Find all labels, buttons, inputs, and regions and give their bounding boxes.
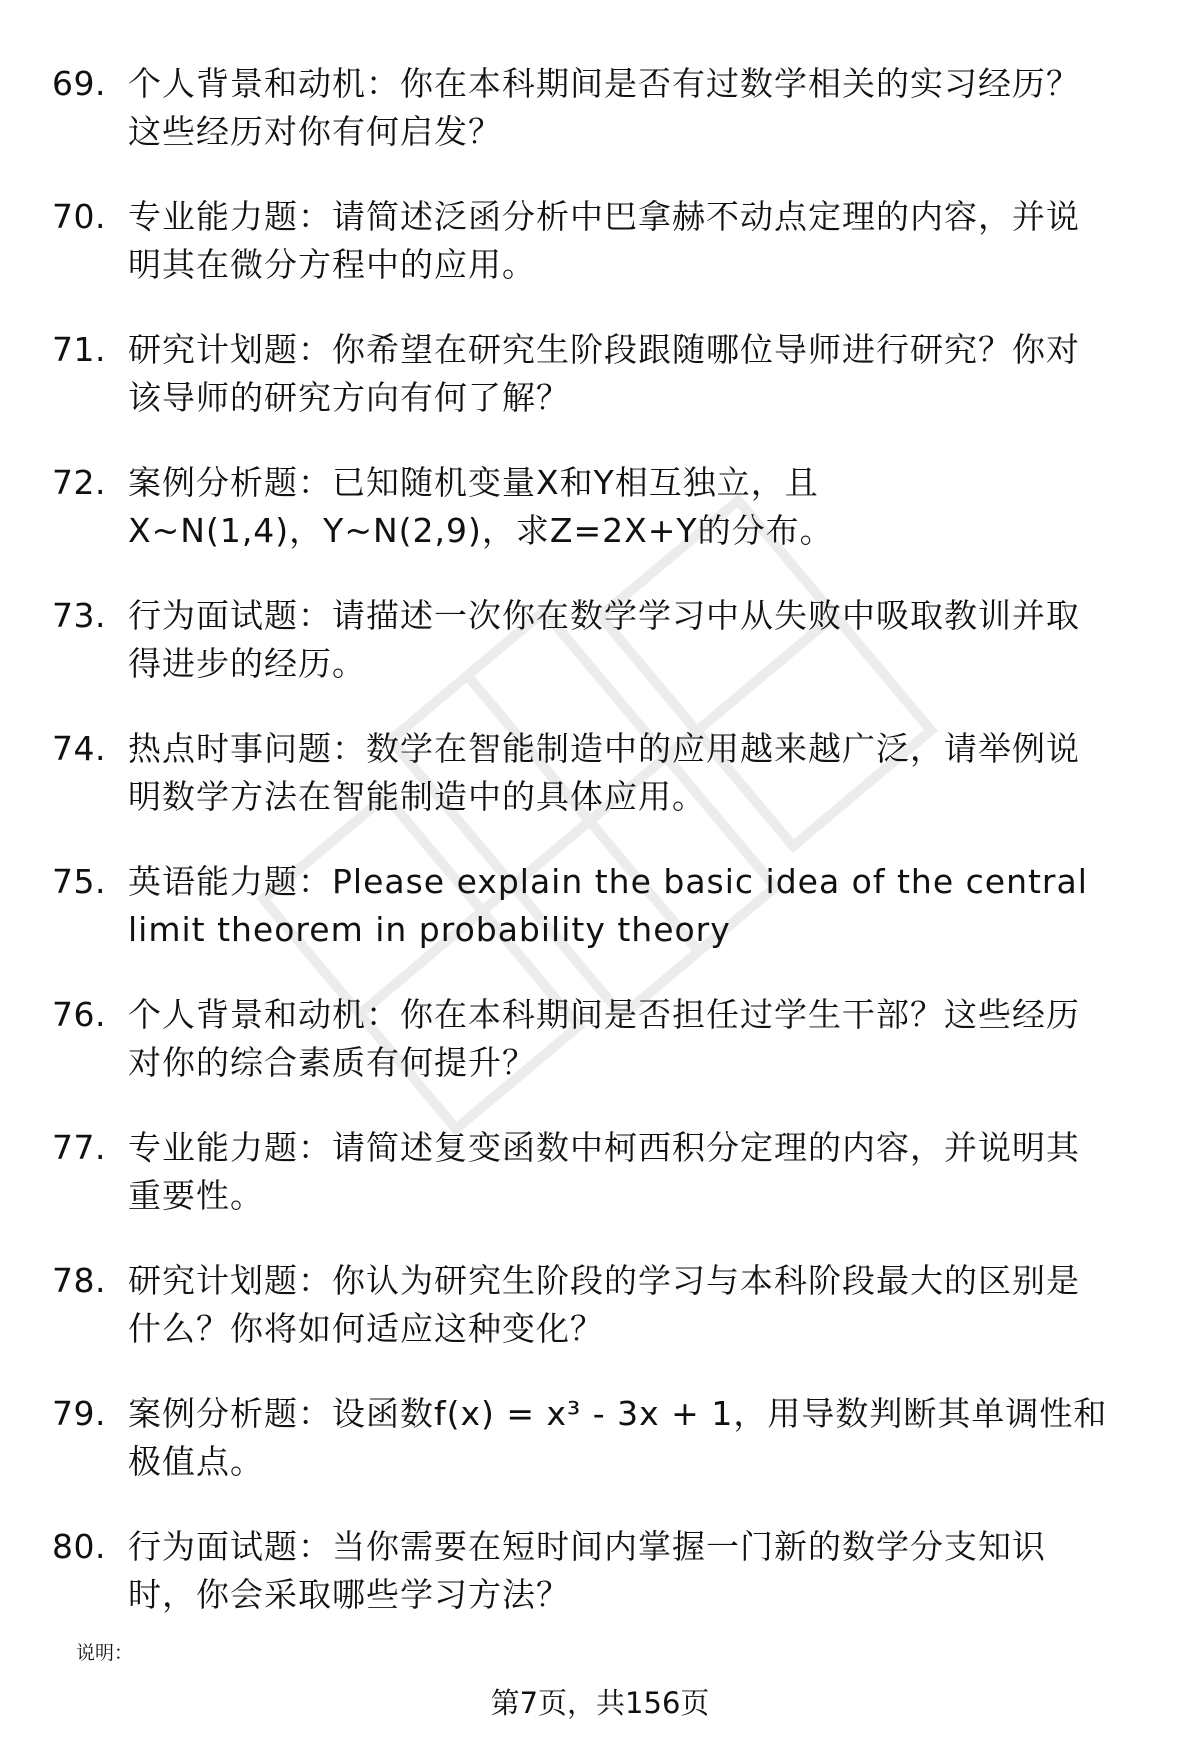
question-text: 研究计划题：你认为研究生阶段的学习与本科阶段最大的区别是 什么？你将如何适应这种变化？ bbox=[128, 1261, 1080, 1348]
question-number: 78. bbox=[52, 1261, 106, 1300]
question-item bbox=[0, 1382, 1200, 1515]
question-number: 75. bbox=[52, 862, 106, 901]
question-text: 专业能力题：请简述复变函数中柯西积分定理的内容，并说明其 重要性。 bbox=[128, 1128, 1080, 1215]
question-item bbox=[0, 52, 1200, 185]
question-item bbox=[0, 185, 1200, 318]
question-item bbox=[0, 717, 1200, 850]
question-number: 69. bbox=[52, 64, 106, 103]
question-text: 案例分析题：设函数f(x) = x³ - 3x + 1，用导数判断其单调性和 极值点。 bbox=[128, 1394, 1108, 1481]
question-list bbox=[0, 52, 1200, 1648]
question-text: 行为面试题：当你需要在短时间内掌握一门新的数学分支知识 时，你会采取哪些学习方法？ bbox=[128, 1527, 1046, 1614]
question-number: 70. bbox=[52, 197, 106, 236]
question-number: 73. bbox=[52, 596, 106, 635]
question-text: 案例分析题：已知随机变量X和Y相互独立，且 X~N(1,4)，Y~N(2,9)，求Z=2X+Y的分布。 bbox=[128, 463, 834, 550]
question-item bbox=[0, 451, 1200, 584]
question-item bbox=[0, 1515, 1200, 1648]
question-text: 专业能力题：请简述泛函分析中巴拿赫不动点定理的内容，并说 明其在微分方程中的应用。 bbox=[128, 197, 1080, 284]
question-number: 72. bbox=[52, 463, 106, 502]
question-number: 71. bbox=[52, 330, 106, 369]
question-text: 个人背景和动机：你在本科期间是否有过数学相关的实习经历？ 这些经历对你有何启发？ bbox=[128, 64, 1080, 151]
page-footer: 第7页，共156页 bbox=[490, 1686, 710, 1720]
question-text: 热点时事问题：数学在智能制造中的应用越来越广泛，请举例说 明数学方法在智能制造中的具体应用。 bbox=[128, 729, 1080, 816]
question-item bbox=[0, 1116, 1200, 1249]
question-number: 74. bbox=[52, 729, 106, 768]
question-item bbox=[0, 850, 1200, 983]
question-number: 79. bbox=[52, 1394, 106, 1433]
question-number: 77. bbox=[52, 1128, 106, 1167]
question-number: 76. bbox=[52, 995, 106, 1034]
question-item bbox=[0, 318, 1200, 451]
question-number: 80. bbox=[52, 1527, 106, 1566]
question-text: 行为面试题：请描述一次你在数学学习中从失败中吸取教训并取 得进步的经历。 bbox=[128, 596, 1080, 683]
question-item bbox=[0, 1249, 1200, 1382]
question-text: 研究计划题：你希望在研究生阶段跟随哪位导师进行研究？你对 该导师的研究方向有何了解？ bbox=[128, 330, 1080, 417]
question-text: 英语能力题：Please explain the basic idea of the central limit theorem in probability theory bbox=[128, 862, 1088, 949]
question-text: 个人背景和动机：你在本科期间是否担任过学生干部？这些经历 对你的综合素质有何提升？ bbox=[128, 995, 1080, 1082]
question-item bbox=[0, 584, 1200, 717]
question-item bbox=[0, 983, 1200, 1116]
note-label: 说明： bbox=[76, 1642, 134, 1664]
